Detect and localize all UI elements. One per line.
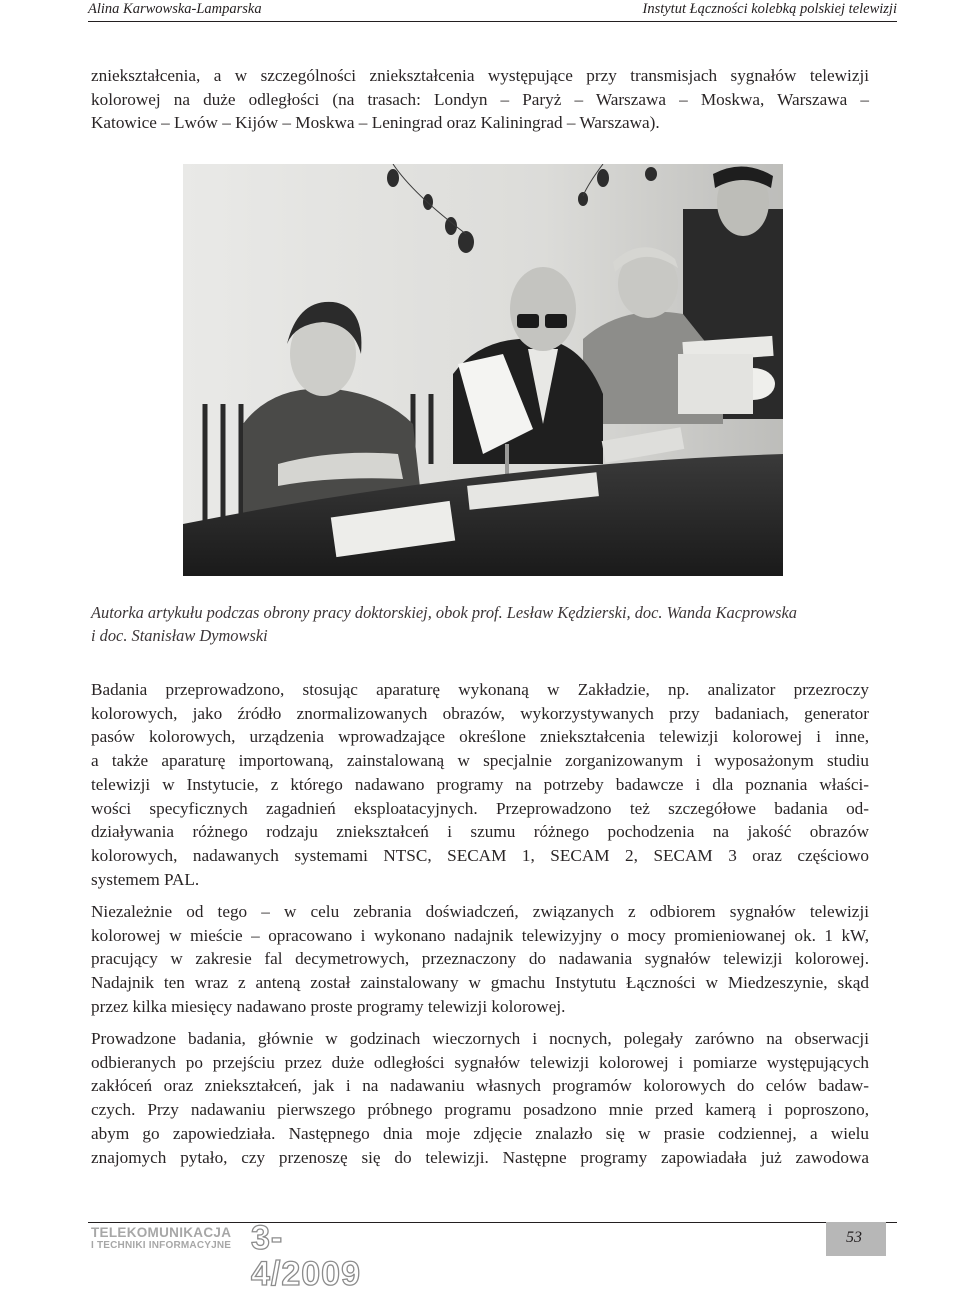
body-paragraph-1 [91,678,869,891]
text-line: Katowice – Lwów – Kijów – Moskwa – Leningrad oraz Kaliningrad – Warszawa). [91,113,660,133]
header-article-title: Instytut Łączności kolebką polskiej telewizji [642,1,897,17]
page-number-badge [826,1222,886,1256]
caption-line: i doc. Stanisław Dymowski [91,626,268,645]
text-line: przez kilka miesięcy nadawano proste programy telewizji kolorowej. [91,996,566,1016]
text-line: znajomych pytało, czy przenoszę się do telewizji. Następne programy zapowiadała już zawodowa [91,1147,869,1167]
text-line: Niezależnie od tego – w celu zebrania doświadczeń, związanych z odbiorem sygnałów telewizji [91,902,869,921]
intro-paragraph [91,64,869,135]
text-line: pasów kolorowych, urządzenia wprowadzające określone zniekształcenia telewizji kolorowej i inne, [91,727,869,747]
text-line: abym go zapowiedziała. Następnego dnia moje zdjęcie znalazło się w prasie codziennej, a wielu [91,1123,869,1143]
page-number: 53 [846,1229,862,1246]
archival-photograph-icon [183,164,783,576]
header-author: Alina Karwowska-Lamparska [88,1,262,17]
text-line: czych. Przy nadawaniu pierwszego próbnego programu posadzono mnie przed kamerą i poproszono, [91,1100,869,1120]
text-line: Nadajnik ten wraz z anteną został zainstalowany w gmachu Instytutu Łączności w Miedzeszynie, skąd [91,973,869,993]
header-divider [88,21,897,22]
text-line: Badania przeprowadzono, stosując aparaturę wykonaną w Zakładzie, np. analizator przezroczy [91,680,869,699]
text-line: kolorowych, jako źródło znormalizowanych obrazów, wykorzystywanych przy badaniach, generator [91,703,869,723]
text-line: systemem PAL. [91,869,200,889]
journal-name [91,1226,231,1252]
body-paragraph-2 [91,900,869,1019]
photo-caption [91,601,869,647]
archival-photograph [183,164,783,576]
issue-number: 3-4/2009 [251,1219,361,1293]
text-line: kolorowej w mieście – opracowano i wykonano nadajnik telewizyjny o mocy promieniowanej ok. 1 kW, [91,925,869,945]
text-line: Prowadzone badania, głównie w godzinach wieczornych i nocnych, polegały zarówno na obserwacji [91,1029,869,1048]
text-line: kolorowych, nadawanych systemami NTSC, SECAM 1, SECAM 2, SECAM 3 oraz częściowo [91,845,869,865]
text-line: działywania różnego rodzaju zniekształceń i szumu różnego pochodzenia na jakość obrazów [91,822,869,842]
text-line: pracujący w zakresie fal decymetrowych, przeznaczony do nadawania sygnałów telewizji kolorowej. [91,949,869,969]
journal-name-line1: TELEKOMUNIKACJA [91,1225,232,1240]
text-line: a także aparaturę importowaną, zainstalowaną w specjalnie zorganizowanym i wyposażonym studiu [91,751,869,771]
text-line: zniekształcenia, a w szczególności zniekształcenia występujące przy transmisjach sygnałów telewizji [91,66,869,85]
text-line: wości specyficznych zagadnień eksploatacyjnych. Przeprowadzono też szczegółowe badania od- [91,798,869,818]
text-line: zakłóceń oraz zniekształceń, jak i na nadawaniu własnych programów kolorowych do celów badaw- [91,1076,869,1096]
text-line: odbieranych po przejściu przez duże odległości sygnałów telewizji kolorowej i pomiarze występujących [91,1052,869,1072]
journal-name-line2: I TECHNIKI INFORMACYJNE [91,1240,232,1251]
footer-divider [88,1222,897,1223]
text-line: kolorowej na duże odległości (na trasach: Londyn – Paryż – Warszawa – Moskwa, Warszawa – [91,89,869,109]
body-paragraph-3 [91,1027,869,1169]
caption-line: Autorka artykułu podczas obrony pracy doktorskiej, obok prof. Lesław Kędzierski, doc. Wanda Kacprowska [91,603,797,622]
text-line: telewizji w Instytucie, z którego nadawano programy na potrzeby badawcze i dla poznania właści- [91,774,869,794]
